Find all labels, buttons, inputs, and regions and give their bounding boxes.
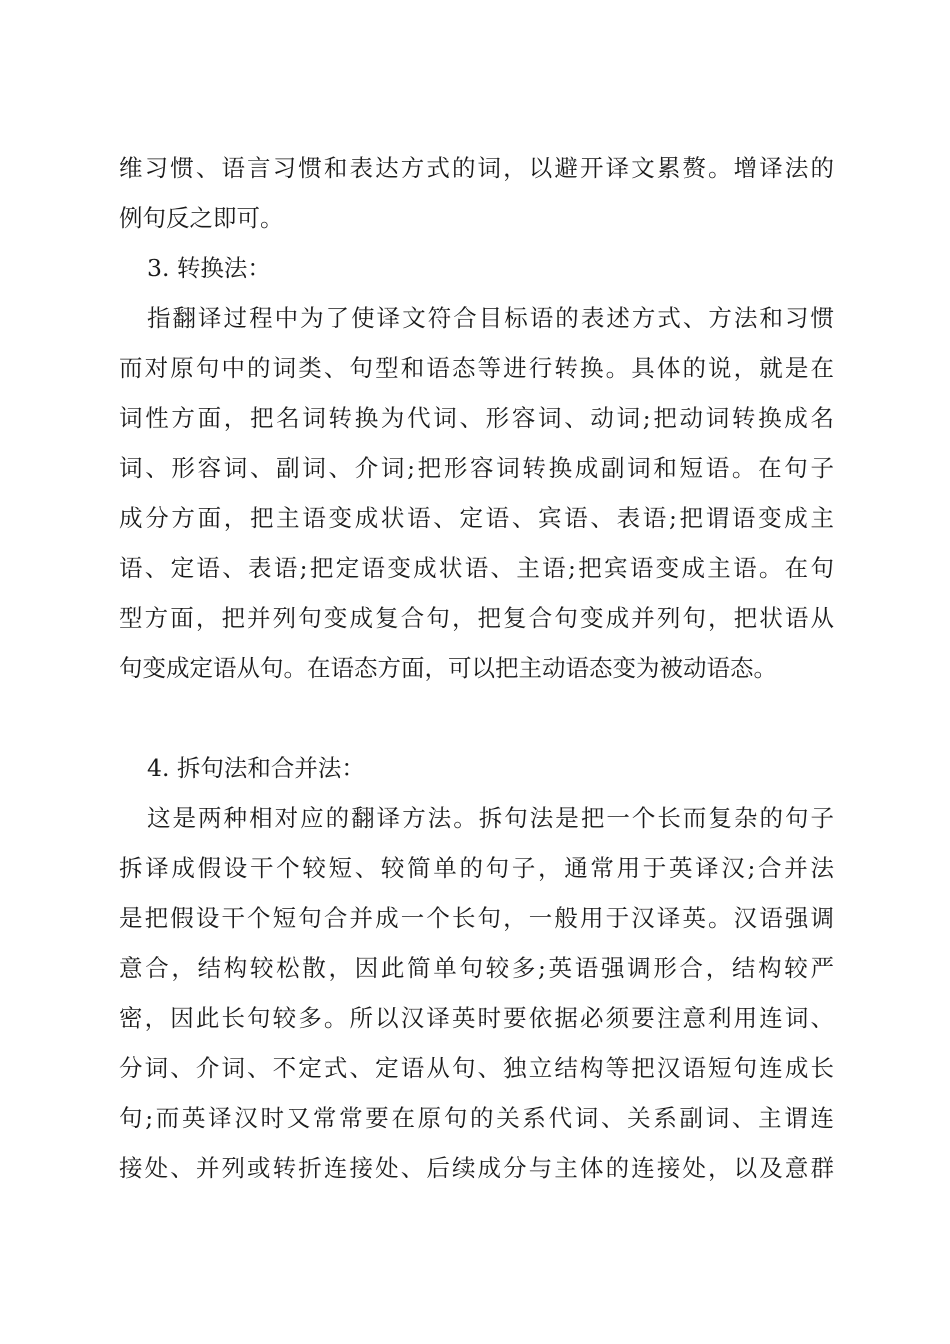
- text-line: 分词、介词、不定式、定语从句、独立结构等把汉语短句连成长: [119, 1054, 834, 1082]
- text-line: 型方面，把并列句变成复合句，把复合句变成并列句，把状语从: [119, 604, 834, 632]
- text-line: 拆译成假设干个较短、较简单的句子，通常用于英译汉;合并法: [119, 854, 834, 882]
- text-line: 词性方面，把名词转换为代词、形容词、动词;把动词转换成名: [119, 404, 834, 432]
- text-line: 而对原句中的词类、句型和语态等进行转换。具体的说，就是在: [119, 354, 834, 382]
- text-line: 成分方面，把主语变成状语、定语、宾语、表语;把谓语变成主: [119, 504, 834, 532]
- section-heading: 4. 拆句法和合并法：: [147, 754, 365, 782]
- text-line: 语、定语、表语;把定语变成状语、主语;把宾语变成主语。在句: [119, 554, 834, 582]
- text-line: 意合，结构较松散，因此简单句较多;英语强调形合，结构较严: [119, 954, 834, 982]
- text-line: 指翻译过程中为了使译文符合目标语的表述方式、方法和习惯: [147, 304, 834, 332]
- text-line: 例句反之即可。: [119, 204, 284, 232]
- text-line: 词、形容词、副词、介词;把形容词转换成副词和短语。在句子: [119, 454, 834, 482]
- text-line: 是把假设干个短句合并成一个长句，一般用于汉译英。汉语强调: [119, 904, 834, 932]
- text-line: 接处、并列或转折连接处、后续成分与主体的连接处，以及意群: [119, 1154, 834, 1182]
- text-line: 密，因此长句较多。所以汉译英时要依据必须要注意利用连词、: [119, 1004, 834, 1032]
- text-line: 句变成定语从句。在语态方面，可以把主动语态变为被动语态。: [119, 654, 777, 682]
- text-line: 维习惯、语言习惯和表达方式的词，以避开译文累赘。增译法的: [119, 154, 834, 182]
- text-line: 这是两种相对应的翻译方法。拆句法是把一个长而复杂的句子: [147, 804, 834, 832]
- text-line: 句;而英译汉时又常常要在原句的关系代词、关系副词、主谓连: [119, 1104, 834, 1132]
- section-heading: 3. 转换法：: [147, 254, 271, 282]
